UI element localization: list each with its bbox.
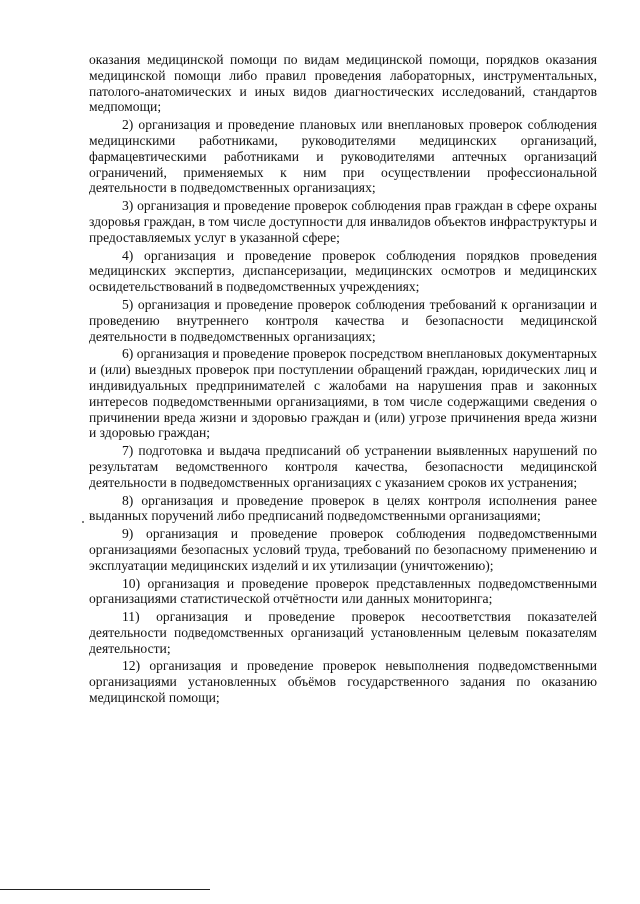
paragraph-item-12: 12) организация и проведение проверок невыполнения подведомственными организациями установленных объёмов государственного задания по оказанию медицинской помощи;: [89, 658, 597, 706]
paragraph-item-4: 4) организация и проведение проверок соблюдения порядков проведения медицинских экспертиз, диспансеризации, медицинских осмотров и медицинских освидетельствований в подведомственных учреждениях;: [89, 247, 597, 295]
document-body: [89, 52, 597, 708]
scan-margin-mark: [82, 521, 84, 523]
paragraph-item-7: 7) подготовка и выдача предписаний об устранении выявленных нарушений по результатам ведомственного контроля качества, безопасности медицинской деятельности в подведомственных организациях с указанием сроков их устранения;: [89, 443, 597, 490]
paragraph-item-10: 10) организация и проведение проверок представленных подведомственными организациями статистической отчётности или данных мониторинга;: [89, 575, 597, 607]
paragraph-item-6: 6) организация и проведение проверок посредством внеплановых документарных и (или) выездных проверок при поступлении обращений граждан, юридических лиц и индивидуальных предпринимателей с жалобами на нарушения прав и законных интересов подведомственными организациями, в том числе содержащими сведения о причинении вреда жизни и здоровью граждан и (или) угрозе причинения вреда жизни и здоровью граждан;: [89, 346, 597, 441]
paragraph-item-9: 9) организация и проведение проверок соблюдения подведомственными организациями безопасных условий труда, требований по безопасному применению и эксплуатации медицинских изделий и их утилизации (уничтожению);: [89, 526, 597, 573]
paragraph-item-5: 5) организация и проведение проверок соблюдения требований к организации и проведению внутреннего контроля качества и безопасности медицинской деятельности в подведомственных организациях;: [89, 296, 597, 344]
paragraph-continuation: оказания медицинской помощи по видам медицинской помощи, порядков оказания медицинской помощи либо правил проведения лабораторных, инструментальных, патолого-анатомических и иных видов диагностических исследований, стандартов медпомощи;: [89, 52, 597, 115]
paragraph-item-3: 3) организация и проведение проверок соблюдения прав граждан в сфере охраны здоровья граждан, в том числе доступности для инвалидов объектов инфраструктуры и предоставляемых услуг в указанной сфере;: [89, 198, 597, 245]
paragraph-item-8: 8) организация и проведение проверок в целях контроля исполнения ранее выданных поручений либо предписаний подведомственными организациями;: [89, 492, 597, 524]
paragraph-item-2: 2) организация и проведение плановых или внеплановых проверок соблюдения медицинскими работниками, руководителями медицинских организаций, фармацевтическими работниками и руководителями аптечных организаций ограничений, применяемых к ним при осуществлении профессиональной деятельности в подведомственных организациях;: [89, 117, 597, 196]
footnote-separator-line: [0, 889, 210, 890]
paragraph-item-11: 11) организация и проведение проверок несоответствия показателей деятельности подведомственных организаций установленным целевым показателям деятельности;: [89, 609, 597, 656]
